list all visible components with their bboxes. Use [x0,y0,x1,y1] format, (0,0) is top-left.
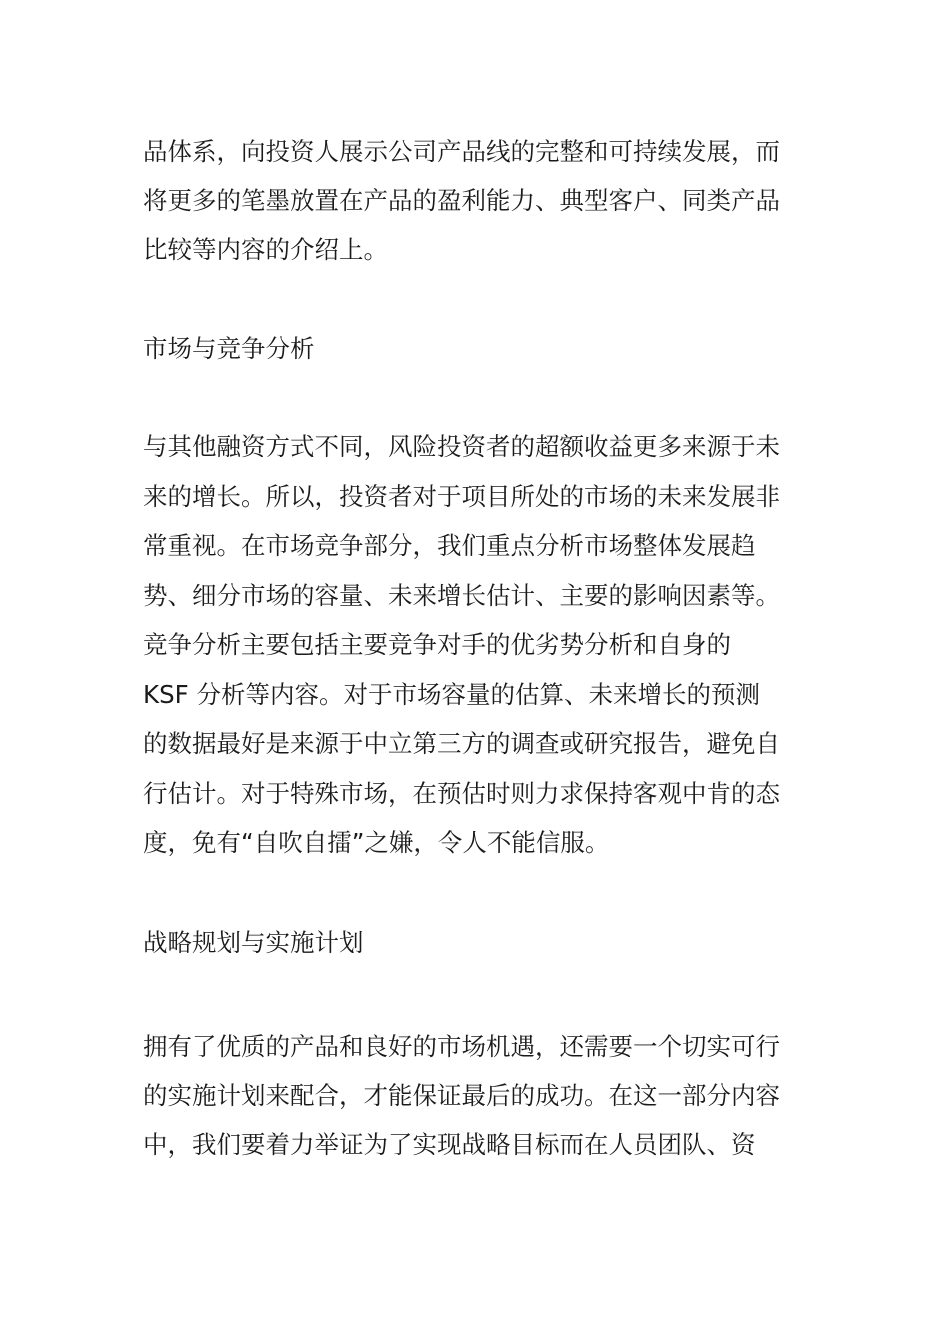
paragraph-2-line-4: 势、细分市场的容量、未来增长估计、主要的影响因素等。 [143,581,780,610]
paragraph-2-line-2: 来的增长。所以，投资者对于项目所处的市场的未来发展非 [143,482,780,511]
paragraph-2-line-6: KSF 分析等内容。对于市场容量的估算、未来增长的预测 [143,680,760,709]
paragraph-2-line-3: 常重视。在市场竞争部分，我们重点分析市场整体发展趋 [143,531,756,560]
section-heading-strategy-plan: 战略规划与实施计划 [143,928,364,957]
paragraph-2-line-9: 度，免有“自吹自擂”之嫌，令人不能信服。 [143,828,610,857]
paragraph-1-line-1: 品体系，向投资人展示公司产品线的完整和可持续发展，而 [143,137,780,166]
paragraph-2-line-1: 与其他融资方式不同，风险投资者的超额收益更多来源于未 [143,432,780,461]
paragraph-1-line-3: 比较等内容的介绍上。 [143,235,388,264]
paragraph-2-line-8: 行估计。对于特殊市场，在预估时则力求保持客观中肯的态 [143,779,780,808]
paragraph-3-line-1: 拥有了优质的产品和良好的市场机遇，还需要一个切实可行 [143,1032,780,1061]
paragraph-2-line-5: 竞争分析主要包括主要竞争对手的优劣势分析和自身的 [143,630,731,659]
paragraph-2-line-7: 的数据最好是来源于中立第三方的调查或研究报告，避免自 [143,729,780,758]
paragraph-1-line-2: 将更多的笔墨放置在产品的盈利能力、典型客户、同类产品 [143,186,780,215]
paragraph-3-line-3: 中，我们要着力举证为了实现战略目标而在人员团队、资 [143,1130,756,1159]
paragraph-3-line-2: 的实施计划来配合，才能保证最后的成功。在这一部分内容 [143,1081,780,1110]
section-heading-market-competition: 市场与竞争分析 [143,334,315,363]
